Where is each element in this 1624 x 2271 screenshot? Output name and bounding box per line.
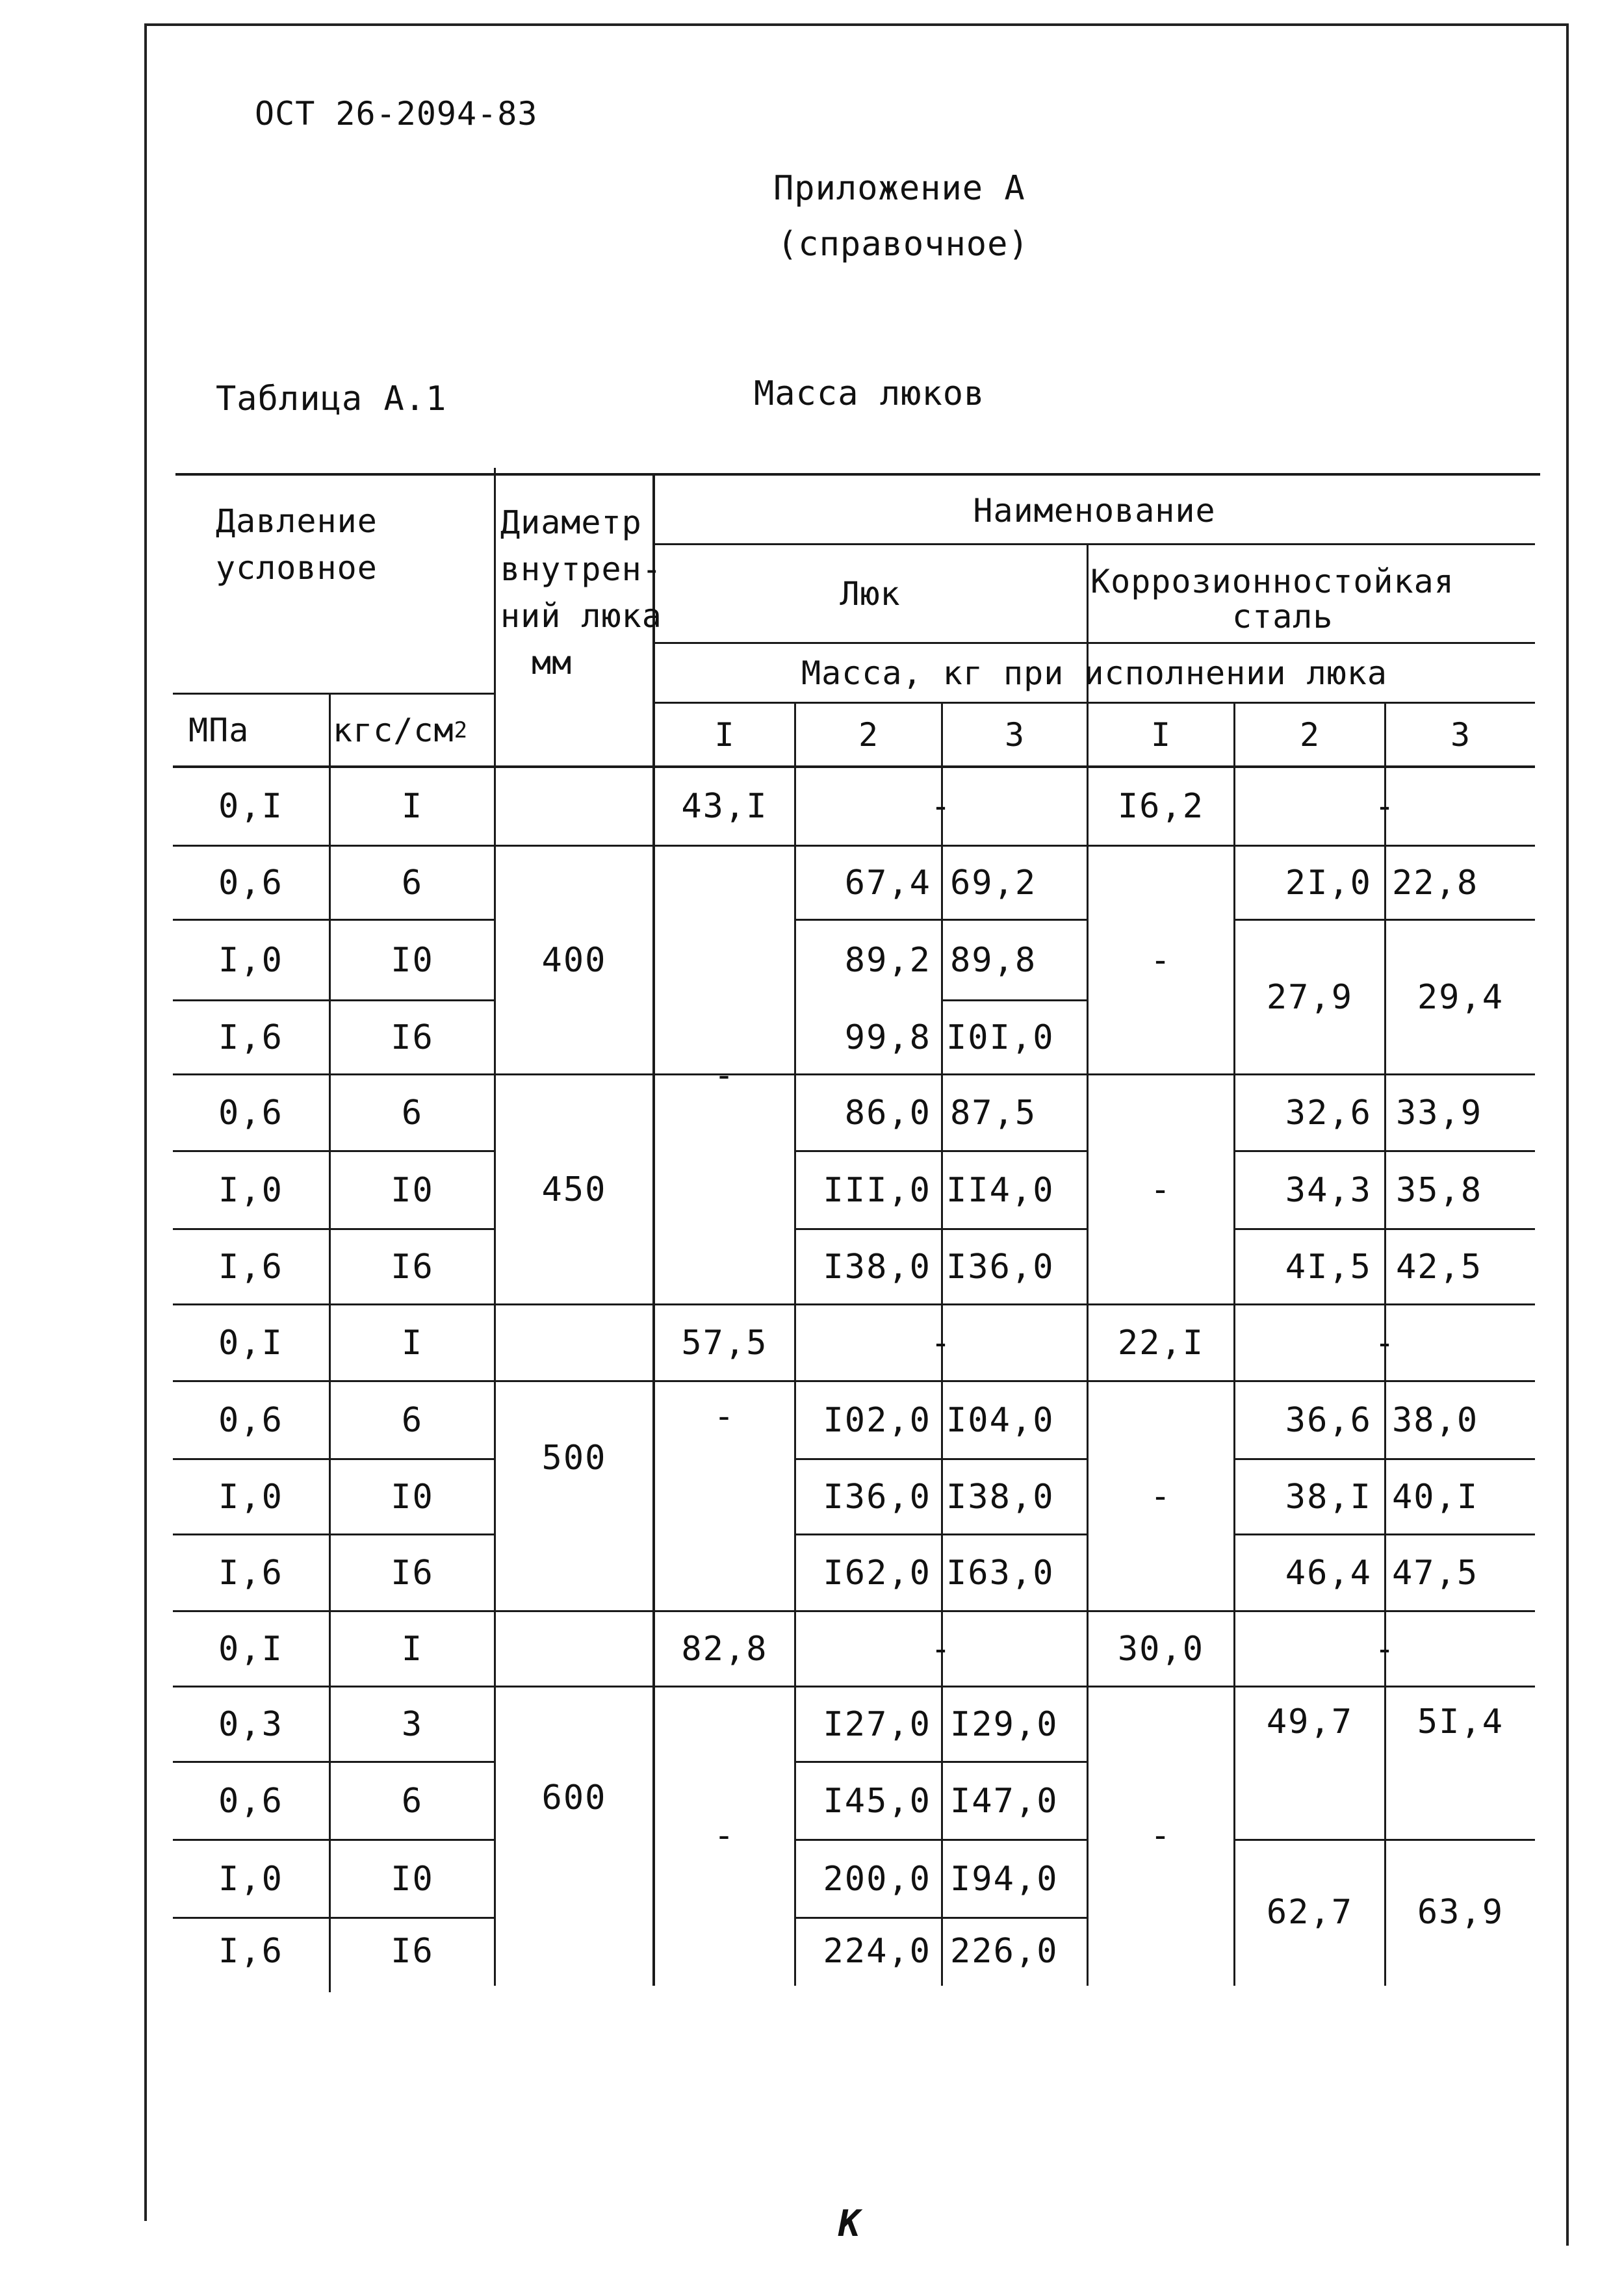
cell-mpa: 0,6 (218, 1093, 283, 1133)
cell-mass: 67,4 (844, 863, 931, 903)
cell-mass: - (1374, 1629, 1397, 1669)
cell-mass: 32,6 (1285, 1093, 1372, 1133)
cell-mass: I63,0 (946, 1553, 1055, 1593)
cell-kgf: I (401, 1629, 424, 1669)
header-exec-steel-1: I (1150, 716, 1172, 754)
cell-mpa: I,0 (218, 1170, 283, 1210)
header-name: Наименование (973, 492, 1216, 530)
cell-mass: I47,0 (950, 1781, 1059, 1821)
cell-mass: 22,8 (1392, 863, 1479, 903)
cell-mass: 63,9 (1417, 1893, 1504, 1932)
cell-mass: 22,I (1117, 1323, 1205, 1363)
cell-diameter: 600 (541, 1778, 607, 1817)
header-steel: Коррозионностойкая сталь (1090, 563, 1454, 635)
cell-mass: 34,3 (1285, 1170, 1372, 1210)
cell-mass: 200,0 (823, 1859, 931, 1899)
cell-mass: I0I,0 (946, 1018, 1055, 1057)
table-title: Масса люков (754, 374, 985, 413)
cell-mass: 5I,4 (1417, 1702, 1504, 1741)
header-exec-steel-2: 2 (1299, 716, 1321, 754)
cell-kgf: 6 (401, 1093, 424, 1133)
cell-mass: I02,0 (823, 1400, 931, 1440)
header-mass: Масса, кг при исполнении люка (801, 654, 1387, 692)
cell-mass: - (930, 1323, 953, 1363)
cell-mass: 33,9 (1396, 1093, 1483, 1133)
cell-mass: - (930, 787, 953, 826)
cell-mpa: I,0 (218, 1477, 283, 1517)
cell-kgf: 6 (401, 1400, 424, 1440)
cell-mass: 36,6 (1285, 1400, 1372, 1440)
table-label: Таблица А.1 (216, 379, 447, 418)
diam-line (494, 1303, 654, 1305)
cell-mass: II4,0 (946, 1170, 1055, 1210)
cell-kgf: 6 (401, 863, 424, 903)
cell-mass: - (1374, 787, 1397, 826)
cell-mass: I27,0 (823, 1704, 931, 1744)
header-kgf: кгс/см 2 (333, 712, 469, 749)
header-line-name (654, 543, 1535, 545)
cell-mpa: I,0 (218, 940, 283, 980)
cell-kgf: I0 (391, 1859, 434, 1899)
cell-mass: I94,0 (950, 1859, 1059, 1899)
cell-mass: 99,8 (844, 1018, 931, 1057)
cell-mass: I38,0 (823, 1247, 931, 1287)
cell-mass: - (930, 1629, 953, 1669)
cell-mass: I04,0 (946, 1400, 1055, 1440)
header-hatch: Люк (840, 575, 901, 613)
cell-mpa: I,0 (218, 1859, 283, 1899)
cell-kgf: I6 (391, 1553, 434, 1593)
cell-mpa: I,6 (218, 1247, 283, 1287)
cell-diameter: 450 (541, 1170, 607, 1209)
cell-mass: 62,7 (1266, 1893, 1354, 1932)
cell-mpa: 0,6 (218, 1781, 283, 1821)
cell-mass: - (714, 1397, 736, 1436)
cell-kgf: I0 (391, 940, 434, 980)
cell-kgf: 3 (401, 1704, 424, 1744)
cell-mass: - (1150, 1170, 1172, 1209)
cell-mass: I36,0 (946, 1247, 1055, 1287)
cell-mass: I45,0 (823, 1781, 931, 1821)
cell-mass: - (714, 1816, 736, 1855)
table-top-line (175, 473, 1540, 476)
header-line-hatch (654, 642, 1535, 644)
header-exec-hatch-2: 2 (858, 716, 879, 754)
header-exec-hatch-3: 3 (1004, 716, 1025, 754)
cell-mpa: 0,I (218, 1323, 283, 1363)
cell-mass: 43,I (681, 787, 768, 826)
document-code: ОСТ 26-2094-83 (255, 95, 538, 133)
cell-mass: - (1374, 1323, 1397, 1363)
cell-kgf: I (401, 787, 424, 826)
cell-mass: 89,8 (950, 940, 1037, 980)
cell-mpa: 0,3 (218, 1704, 283, 1744)
header-line-pressure (173, 693, 495, 695)
cell-mass: 27,9 (1266, 977, 1354, 1017)
cell-mpa: I,6 (218, 1932, 283, 1971)
cell-mass: 82,8 (681, 1629, 768, 1669)
cell-mass: - (1150, 1476, 1172, 1516)
cell-mpa: 0,I (218, 1629, 283, 1669)
page-number: К (838, 2203, 860, 2245)
cell-mass: - (714, 1055, 736, 1095)
header-exec-hatch-1: I (714, 716, 735, 754)
cell-mass: I29,0 (950, 1704, 1059, 1744)
cell-kgf: I (401, 1323, 424, 1363)
cell-mass: 2I,0 (1285, 863, 1372, 903)
header-mpa: МПа (188, 712, 250, 749)
cell-mass: 38,0 (1392, 1400, 1479, 1440)
cell-mass: 49,7 (1266, 1702, 1354, 1741)
cell-kgf: I6 (391, 1932, 434, 1971)
cell-mpa: 0,I (218, 787, 283, 826)
header-line-mass (654, 702, 1535, 704)
cell-mass: - (1150, 1816, 1172, 1855)
cell-kgf: I6 (391, 1018, 434, 1057)
cell-kgf: I0 (391, 1170, 434, 1210)
cell-mass: 38,I (1285, 1477, 1372, 1517)
cell-mpa: I,6 (218, 1553, 283, 1593)
cell-mass: I36,0 (823, 1477, 931, 1517)
appendix-title: Приложение А (773, 169, 1025, 208)
header-diameter: Диаметр внутрен- ний люка мм (500, 504, 662, 682)
cell-diameter: 500 (541, 1438, 607, 1478)
cell-mpa: 0,6 (218, 863, 283, 903)
cell-mpa: I,6 (218, 1018, 283, 1057)
appendix-note: (справочное) (777, 225, 1029, 264)
cell-mass: I6,2 (1117, 787, 1205, 826)
cell-mass: 46,4 (1285, 1553, 1372, 1593)
header-pressure: Давление условное (216, 502, 378, 587)
cell-mass: 4I,5 (1285, 1247, 1372, 1287)
cell-mass: 57,5 (681, 1323, 768, 1363)
cell-mpa: 0,6 (218, 1400, 283, 1440)
cell-mass: III,0 (823, 1170, 931, 1210)
diam-line (494, 1610, 654, 1612)
cell-mass: 226,0 (950, 1932, 1059, 1971)
cell-mass: 86,0 (844, 1093, 931, 1133)
cell-kgf: 6 (401, 1781, 424, 1821)
header-exec-steel-3: 3 (1450, 716, 1471, 754)
cell-diameter: 400 (541, 940, 607, 980)
cell-mass: 47,5 (1392, 1553, 1479, 1593)
cell-mass: 35,8 (1396, 1170, 1483, 1210)
cell-kgf: I6 (391, 1247, 434, 1287)
cell-kgf: I0 (391, 1477, 434, 1517)
cell-mass: I62,0 (823, 1553, 931, 1593)
cell-mass: 30,0 (1117, 1629, 1205, 1669)
cell-mass: 69,2 (950, 863, 1037, 903)
cell-mass: 29,4 (1417, 977, 1504, 1017)
cell-mass: 89,2 (844, 940, 931, 980)
cell-mass: 42,5 (1396, 1247, 1483, 1287)
cell-mass: 224,0 (823, 1932, 931, 1971)
cell-mass: 40,I (1392, 1477, 1479, 1517)
cell-mass: - (1150, 940, 1172, 980)
cell-mass: 87,5 (950, 1093, 1037, 1133)
cell-mass: I38,0 (946, 1477, 1055, 1517)
